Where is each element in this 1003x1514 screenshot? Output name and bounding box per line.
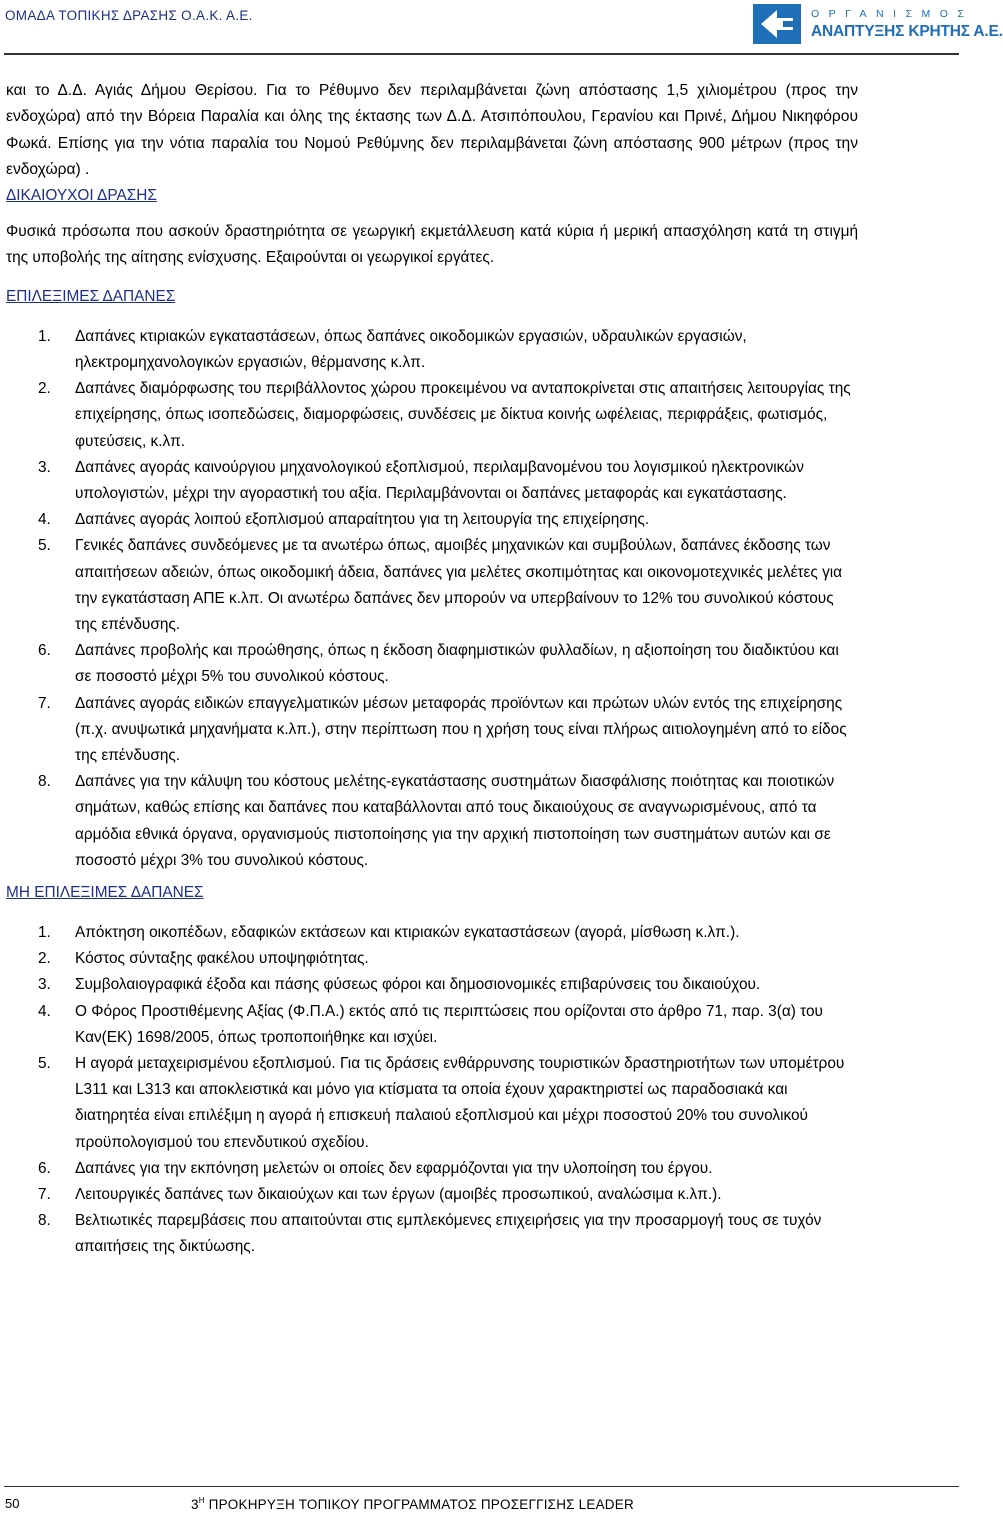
list-item [6, 1051, 858, 1156]
item-number: 4. [38, 1002, 51, 1020]
list-item [6, 324, 858, 376]
item-text: Βελτιωτικές παρεμβάσεις που απαιτούνται στις εμπλεκόμενες επιχειρήσεις για την προσαρμογή τους σε τυχόν απαιτήσεις της δικτύωσης. [75, 1212, 822, 1256]
eligible-expenses-list [6, 324, 858, 874]
organization-logo [753, 4, 1003, 48]
page-header [0, 0, 1003, 60]
item-text: Η αγορά μεταχειρισμένου εξοπλισμού. Για τις δράσεις ενθάρρυνσης τουριστικών δραστηριοτήτων των υπομέτρου L311 και L313 και αποκλειστικά και μόνο για κτίσματα τα οποία έχουν χαρακτηριστεί ως παραδοσιακά και διατηρητέα είναι επιλέξιμη η αγορά ή επισκευή παλαιού εξοπλισμού και μέχρι ποσοστού 20% του συνολικού προϋπολογισμού του επενδυτικού σχεδίου. [75, 1055, 845, 1151]
list-item [6, 946, 858, 972]
item-text: Δαπάνες κτιριακών εγκαταστάσεων, όπως δαπάνες οικοδομικών εργασιών, υδραυλικών εργασιών, ηλεκτρομηχανολογικών εργασιών, θέρμανσης κ.λπ. [75, 327, 747, 371]
list-item [6, 769, 858, 874]
footer-title [191, 1496, 634, 1512]
item-number: 6. [38, 642, 51, 660]
logo-mark-icon [753, 4, 801, 44]
eligible-expenses-heading: ΕΠΙΛΕΞΙΜΕΣ ΔΑΠΑΝΕΣ [6, 287, 176, 305]
list-item [6, 533, 858, 638]
item-text: Κόστος σύνταξης φακέλου υποψηφιότητας. [75, 950, 369, 968]
footer-superscript: Η [198, 1496, 205, 1505]
item-text: Συμβολαιογραφικά έξοδα και πάσης φύσεως φόροι και δημοσιονομικές επιβαρύνσεις του δικαιούχου. [75, 976, 761, 994]
header-title: ΟΜΑΔΑ ΤΟΠΙΚΗΣ ΔΡΑΣΗΣ Ο.Α.Κ. Α.Ε. [5, 8, 253, 23]
item-text: Δαπάνες για την εκπόνηση μελετών οι οποίες δεν εφαρμόζονται για την υλοποίηση του έργου. [75, 1159, 713, 1177]
item-number: 2. [38, 950, 51, 968]
list-item [6, 376, 858, 455]
item-text: Δαπάνες αγοράς ειδικών επαγγελματικών μέσων μεταφοράς προϊόντων και πρώτων υλών εντός της επιχείρησης (π.χ. ανυψωτικά μηχανήματα κ.λπ.), στην περίπτωση που η χρήση τους είναι πλήρως αιτιολογημένη από το είδος της επένδυσης. [75, 694, 847, 765]
item-text: Απόκτηση οικοπέδων, εδαφικών εκτάσεων και κτιριακών εγκαταστάσεων (αγορά, μίσθωση κ.λπ.). [75, 924, 740, 942]
intro-paragraph: και το Δ.Δ. Αγιάς Δήμου Θερίσου. Για το Ρέθυμνο δεν περιλαμβάνεται ζώνη απόστασης 1,5 χιλιομέτρου (προς την ενδοχώρα) από την Βόρεια Παραλία και όλης της έκτασης των Δ.Δ. Ατσιπόπουλου, Γερανίου και Πρινέ, Δήμου Νικηφόρου Φωκά. Επίσης για την νότια παραλία του Νομού Ρεθύμνης δεν περιλαμβάνεται ζώνη απόστασης 900 μέτρων (προς την ενδοχώρα) . [6, 82, 858, 178]
item-number: 3. [38, 458, 51, 476]
item-text: Δαπάνες για την κάλυψη του κόστους μελέτης-εγκατάστασης συστημάτων διασφάλισης ποιότητας και ποιοτικών σημάτων, καθώς επίσης και δαπάνες που καταβάλλονται από τους δικαιούχους σε αναγνωρισμένους, από τα αρμόδια εθνικά όργανα, οργανισμούς πιστοποίησης για την αρχική πιστοποίηση των συστημάτων αυτών και σε ποσοστό μέχρι 3% του συνολικού κόστους. [75, 773, 835, 869]
item-number: 8. [38, 1212, 51, 1230]
beneficiaries-text: Φυσικά πρόσωπα που ασκούν δραστηριότητα σε γεωργική εκμετάλλευση κατά κύρια ή μερική απασχόληση κατά τη στιγμή της υποβολής της αίτησης ενίσχυσης. Εξαιρούνται οι γεωργικοί εργάτες. [6, 223, 858, 267]
item-text: Δαπάνες αγοράς καινούργιου μηχανολογικού εξοπλισμού, περιλαμβανομένου του λογισμικού ηλεκτρονικών υπολογιστών, μέχρι την αγοραστική του αξία. Περιλαμβάνονται οι δαπάνες μεταφοράς και εγκατάστασης. [75, 458, 804, 502]
header-divider [4, 53, 959, 55]
item-number: 7. [38, 694, 51, 712]
item-number: 6. [38, 1159, 51, 1177]
list-item [6, 691, 858, 770]
list-item [6, 972, 858, 998]
list-item [6, 638, 858, 690]
list-item [6, 920, 858, 946]
item-text: Γενικές δαπάνες συνδεόμενες με τα ανωτέρω όπως, αμοιβές μηχανικών και συμβούλων, δαπάνες έκδοσης των απαιτήσεων αδειών, όπως οικοδομική άδεια, δαπάνες για μελέτες σκοπιμότητας και οικονομοτεχνικές μελέτες για την εγκατάσταση ΑΠΕ κ.λπ. Οι ανωτέρω δαπάνες δεν μπορούν να υπερβαίνουν το 12% του συνολικού κόστους της επένδυσης. [75, 537, 843, 634]
page-footer [0, 1486, 960, 1514]
item-number: 7. [38, 1186, 51, 1204]
item-number: 1. [38, 924, 51, 942]
footer-divider [4, 1486, 959, 1487]
footer-ordinal: 3 [191, 1497, 199, 1512]
item-text: Δαπάνες αγοράς λοιπού εξοπλισμού απαραίτητου για τη λειτουργία της επιχείρησης. [75, 511, 650, 529]
list-item [6, 1156, 858, 1182]
list-item [6, 1182, 858, 1208]
item-number: 5. [38, 537, 51, 555]
list-item [6, 999, 858, 1051]
logo-top-text: ΟΡΓΑΝΙΣΜΟΣ [811, 8, 974, 20]
list-item [6, 455, 858, 507]
footer-title-text: ΠΡΟΚΗΡΥΞΗ ΤΟΠΙΚΟΥ ΠΡΟΓΡΑΜΜΑΤΟΣ ΠΡΟΣΕΓΓΙΣΗΣ LEADER [204, 1497, 634, 1512]
item-number: 2. [38, 380, 51, 398]
document-body [6, 78, 858, 1261]
non-eligible-expenses-list [6, 920, 858, 1261]
item-number: 8. [38, 773, 51, 791]
list-item [6, 1208, 858, 1260]
item-text: Δαπάνες διαμόρφωσης του περιβάλλοντος χώρου προκειμένου να ανταποκρίνεται στις απαιτήσεις λειτουργίας της επιχείρησης, όπως ισοπεδώσεις, διαμορφώσεις, συνδέσεις με δίκτυα κοινής ωφέλειας, περιφράξεις, φωτισμός, φυτεύσεις, κ.λπ. [75, 380, 851, 450]
item-text: Λειτουργικές δαπάνες των δικαιούχων και των έργων (αμοιβές προσωπικού, αναλώσιμα κ.λπ.). [75, 1186, 722, 1204]
item-number: 4. [38, 511, 51, 529]
beneficiaries-heading: ΔΙΚΑΙΟΥΧΟΙ ΔΡΑΣΗΣ [6, 187, 157, 205]
non-eligible-expenses-heading: ΜΗ ΕΠΙΛΕΞΙΜΕΣ ΔΑΠΑΝΕΣ [6, 884, 204, 902]
item-number: 5. [38, 1055, 51, 1073]
list-item [6, 507, 858, 533]
item-text: Δαπάνες προβολής και προώθησης, όπως η έκδοση διαφημιστικών φυλλαδίων, η αξιοποίηση του διαδικτύου και σε ποσοστό μέχρι 5% του συνολικού κόστους. [75, 642, 839, 686]
item-number: 1. [38, 327, 51, 345]
logo-bottom-text: ΑΝΑΠΤΥΞΗΣ ΚΡΗΤΗΣ Α.Ε. [811, 23, 1003, 40]
item-text: Ο Φόρος Προστιθέμενης Αξίας (Φ.Π.Α.) εκτός από τις περιπτώσεις που ορίζονται στο άρθρο 71, παρ. 3(α) του Καν(ΕΚ) 1698/2005, όπως τροποποιήθηκε και ισχύει. [75, 1002, 823, 1046]
page-number: 50 [5, 1496, 20, 1511]
item-number: 3. [38, 976, 51, 994]
